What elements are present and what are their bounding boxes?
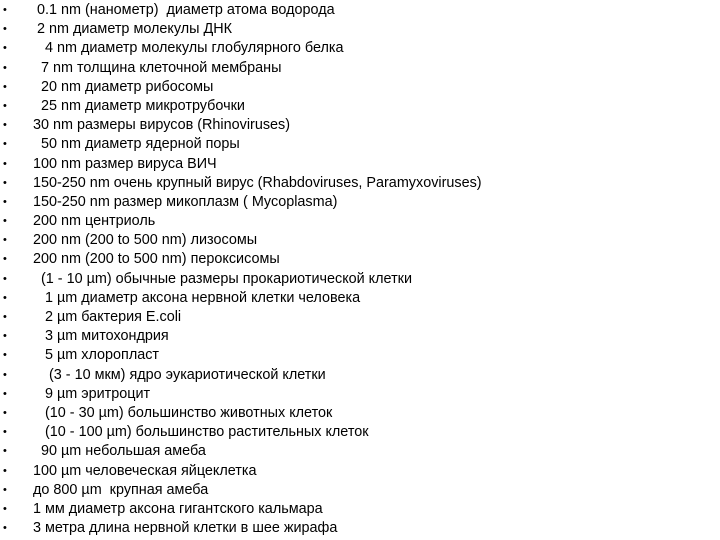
list-item-text: 3 метра длина нервной клетки в шее жирафа [33,520,338,537]
bullet-marker: • [3,483,7,496]
bullet-marker: • [3,253,7,266]
list-item [0,500,720,519]
list-item-text: 1 мм диаметр аксона гигантского кальмара [33,500,323,517]
bullet-marker: • [3,502,7,515]
bullet-marker: • [3,138,7,151]
list-item [0,97,720,116]
bullet-marker: • [3,406,7,419]
bullet-marker: • [3,349,7,362]
bullet-marker: • [3,215,7,228]
list-item [0,135,720,154]
list-item [0,116,720,135]
list-item-text: 9 µm эритроцит [33,385,151,402]
list-item-text: 90 µm небольшая амеба [33,443,206,460]
list-item-text: 200 nm (200 to 500 nm) лизосомы [33,232,258,249]
list-item-text: (10 - 100 µm) большинство растительных клеток [33,424,369,441]
bullet-marker: • [3,426,7,439]
list-item-text: (3 - 10 мкм) ядро эукариотической клетки [33,366,326,383]
list-item [0,59,720,78]
list-item [0,308,720,327]
list-item [0,174,720,193]
list-item [0,366,720,385]
list-item-text: 2 nm диаметр молекулы ДНК [33,21,233,38]
list-item [0,270,720,289]
list-item [0,346,720,365]
list-item-text: 200 nm центриоль [33,213,156,230]
list-item [0,423,720,442]
list-item [0,442,720,461]
bullet-list [0,1,720,538]
bullet-marker: • [3,61,7,74]
bullet-marker: • [3,311,7,323]
list-item-text: 150-250 nm очень крупный вирус (Rhabdoviruses, Paramyxoviruses) [33,174,482,191]
list-item [0,39,720,58]
list-item [0,519,720,538]
list-item-text: 25 nm диаметр микротрубочки [33,97,245,114]
list-item-text: 0.1 nm (нанометр) диаметр атома водорода [33,2,335,18]
bullet-marker: • [3,195,7,208]
bullet-marker: • [3,330,7,343]
bullet-marker: • [3,157,7,170]
list-item-text: (1 - 10 µm) обычные размеры прокариотической клетки [33,270,412,287]
list-item-text: 5 µm хлоропласт [33,347,160,364]
bullet-marker: • [3,445,7,458]
list-item [0,155,720,174]
list-item [0,289,720,308]
list-item [0,404,720,423]
bullet-marker: • [3,522,7,535]
bullet-marker: • [3,80,7,93]
list-item-text: 30 nm размеры вирусов (Rhinoviruses) [33,117,291,134]
list-item [0,462,720,481]
list-item [0,327,720,346]
list-item [0,78,720,97]
list-item-text: до 800 µm крупная амеба [33,481,209,498]
list-item [0,193,720,212]
list-item-text: 2 µm бактерия E.coli [33,309,182,325]
list-item [0,212,720,231]
list-item-text: 7 nm толщина клеточной мембраны [33,59,282,76]
list-item-text: 1 µm диаметр аксона нервной клетки человека [33,289,361,306]
list-item-text: 3 µm митохондрия [33,328,169,345]
list-item-text: 50 nm диаметр ядерной поры [33,136,240,153]
bullet-marker: • [3,23,7,36]
bullet-marker: • [3,234,7,247]
bullet-marker: • [3,42,7,55]
list-item-text: 200 nm (200 to 500 nm) пероксисомы [33,251,280,268]
list-item [0,20,720,39]
list-item-text: 100 µm человеческая яйцеклетка [33,462,257,479]
list-item-text: 150-250 nm размер микоплазм ( Mycoplasma) [33,193,338,210]
list-item [0,231,720,250]
list-item [0,1,720,20]
bullet-marker: • [3,119,7,132]
list-item-text: 20 nm диаметр рибосомы [33,78,214,95]
bullet-marker: • [3,368,7,381]
bullet-marker: • [3,99,7,112]
list-item [0,250,720,269]
list-item-text: 100 nm размер вируса ВИЧ [33,155,217,172]
bullet-marker: • [3,387,7,400]
bullet-marker: • [3,291,7,304]
bullet-marker: • [3,272,7,285]
bullet-marker: • [3,4,7,16]
list-item-text: (10 - 30 µm) большинство животных клеток [33,404,333,421]
list-item-text: 4 nm диаметр молекулы глобулярного белка [33,40,344,57]
bullet-marker: • [3,464,7,477]
list-item [0,385,720,404]
bullet-marker: • [3,176,7,189]
list-item [0,481,720,500]
